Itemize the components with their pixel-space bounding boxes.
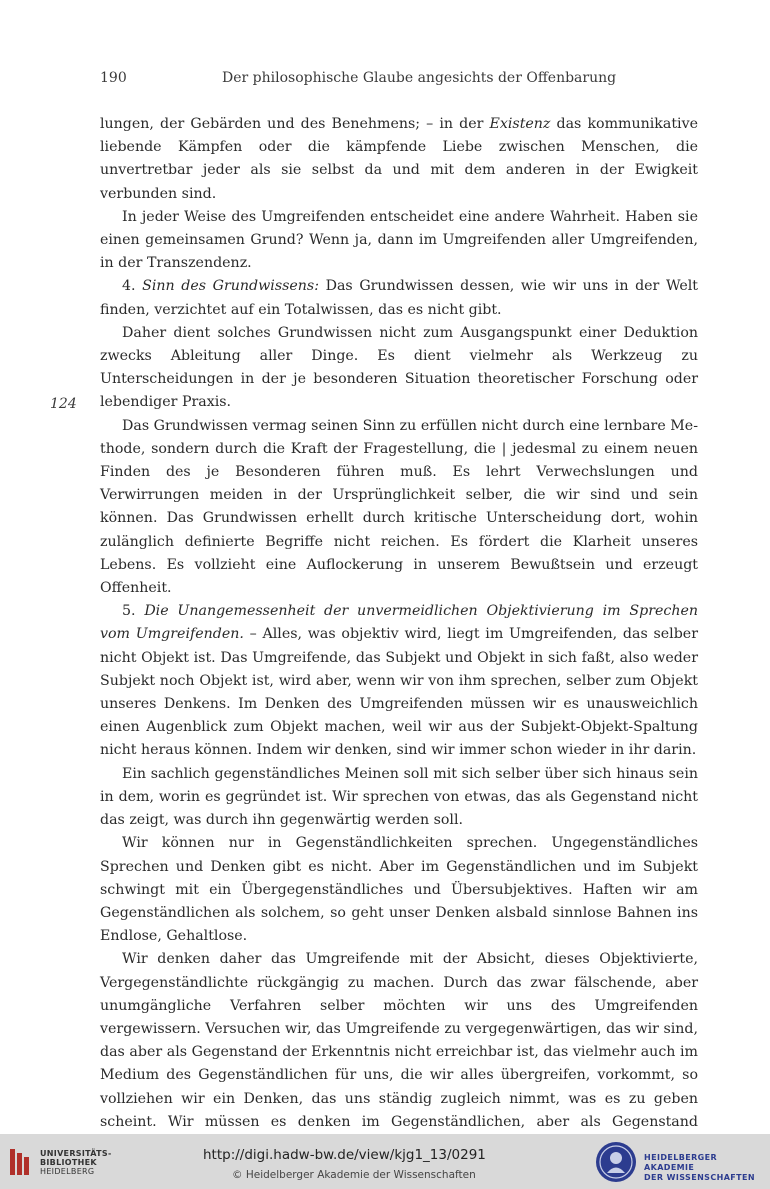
ub-line-2: BIBLIOTHEK [40, 1158, 97, 1167]
university-library-name [40, 1149, 112, 1176]
paragraph-2: In jeder Weise des Umgreifenden entscheidet eine andere Wahrheit. Haben sie einen gemeinsamen Grund? Wenn ja, dann im Umgreifenden aller Umgreifenden, in der Transzendenz. [100, 208, 698, 272]
paragraph-5: Das Grundwissen vermag seinen Sinn zu erfüllen nicht durch eine lernbare Methode, sondern durch die Kraft der Fragestellung, die | jedesmal zu einem neuen Finden des je Besonderen führen muß. Es lehrt Verwechslungen und Verwirrungen meiden in der Ursprünglichkeit selber, die wir sind und sein können. Das Grundwissen erhellt durch kritische Unterscheidung dort, wohin zulänglich definierte Begriffe nicht reichen. Es fördert die Klarheit unseres Lebens. Es vollzieht eine Auflockerung in unserem Bewußtsein und erzeugt Offenheit. [100, 417, 698, 597]
body-text [100, 113, 698, 1157]
paragraph-7: Ein sachlich gegenständliches Meinen soll mit sich selber über sich hinaus sein in dem, worin es gegründet ist. Wir sprechen von etwas, das als Gegenstand nicht das zeigt, was durch ihn gegenwärtig werden soll. [100, 765, 698, 829]
paragraph-1-emphasis: Existenz [489, 116, 551, 132]
page-number: 190 [100, 70, 127, 86]
paragraph-9: Wir denken daher das Umgreifende mit der Absicht, dieses Objektivierte, Vergegenständlichte rückgängig zu machen. Durch das zwar fälschende, aber unumgängliche Verfahren selber möchten wir uns des Umgreifenden vergewissern. Versuchen wir, das Umgreifende zu vergegenwärtigen, das wir sind, das aber als Gegenstand der Erkenntnis nicht erreichbar ist, das vielmehr auch im Medium des Gegenständlichen für uns, die wir alles übergreifen, vorkommt, so vollziehen wir ein Denken, das uns ständig zugleich nimmt, was es zu geben scheint. Wir müssen es denken im Gegenständlichen, aber als Gegenstand [100, 951, 698, 1130]
academy-seal-icon [594, 1140, 638, 1184]
paragraph-6-number: 5. [122, 603, 145, 620]
hadw-line-2: DER WISSENSCHAFTEN [644, 1173, 755, 1182]
hadw-line-1: HEIDELBERGER AKADEMIE [644, 1153, 718, 1172]
running-title: Der philosophische Glaube angesichts der Offenbarung [222, 70, 617, 86]
page-header [100, 70, 698, 92]
paragraph-6 [100, 600, 698, 762]
margin-page-reference: 124 [50, 396, 77, 412]
paragraph-8: Wir können nur in Gegenständlichkeiten sprechen. Ungegenständliches Sprechen und Denken gibt es nicht. Aber im Gegenständlichen und im Subjekt schwingt mit ein Übergegenständliches und Übersubjektives. Haften wir am Gegenständlichen als solchem, so geht unser Denken alsbald sinnlose Bahnen ins Endlose, Gehaltlose. [100, 835, 698, 945]
copyright-notice: © Heidelberger Akademie der Wissenschaften [232, 1169, 476, 1181]
paragraph-1 [100, 113, 698, 206]
paragraph-6-text: – Alles, was objektiv wird, liegt im Umgreifenden, das selber nicht Objekt ist. Das Umgreifende, das Subjekt und Objekt in sich faßt, also weder Subjekt noch Objekt ist, wird aber, wenn wir von ihm sprechen, selber zum Objekt unseres Denkens. Im Denken des Umgreifenden müssen wir es unausweichlich einen Augenblick zum Objekt machen, weil wir aus der Subjekt-Objekt-Spaltung nicht heraus können. Indem wir denken, sind wir immer schon wieder in ihr darin. [100, 626, 698, 759]
paragraph-1-text-a: lungen, der Gebärden und des Benehmens; – in der [100, 116, 490, 132]
digital-copy-link[interactable]: http://digi.hadw-bw.de/view/kjg1_13/0291 [203, 1147, 486, 1163]
ub-line-3: HEIDELBERG [40, 1167, 95, 1176]
paragraph-3-text: Das Grundwissen dessen, wie wir uns in der Welt finden, verzichtet auf ein Totalwissen, das es nicht gibt. [100, 278, 699, 318]
digitization-footer [0, 1134, 770, 1189]
paragraph-3 [100, 275, 698, 321]
paragraph-4: Daher dient solches Grundwissen nicht zum Ausgangspunkt einer Deduktion zwecks Ableitung aller Dinge. Es dient vielmehr als Werkzeug zu Unterscheidungen in der je besonderen Situation theoretischer Forschung oder lebendiger Praxis. [100, 324, 698, 411]
university-library-logo-icon [8, 1147, 32, 1177]
paragraph-3-number: 4. [122, 278, 143, 295]
paragraph-1-text-c: das kommunikative liebende Kämpfen oder die kämpfende Liebe zwischen Menschen, die unvertretbar jeder als sie selbst da und mit dem anderen in der Ewigkeit verbunden sind. [100, 116, 699, 202]
ub-line-1: UNIVERSITÄTS- [40, 1149, 112, 1158]
academy-name [644, 1153, 770, 1183]
paragraph-3-heading: Sinn des Grundwissens: [142, 278, 319, 295]
paragraph-6-heading: Die Unangemessenheit der unvermeidlichen Objektivierung im Sprechen vom Umgreifenden. [100, 603, 698, 643]
